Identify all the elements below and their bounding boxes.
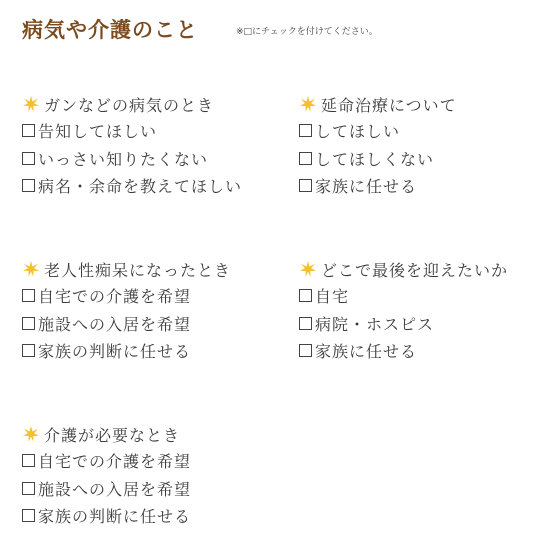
option-place-2[interactable] <box>299 310 508 338</box>
star-icon <box>22 425 40 443</box>
section-heading-text: 老人性痴呆になったとき <box>44 260 232 280</box>
option-label: 自宅での介護を希望 <box>38 287 192 307</box>
checkbox[interactable] <box>22 124 35 137</box>
section-heading-text: 延命治療について <box>321 95 457 115</box>
section-heading-text: どこで最後を迎えたいか <box>321 260 509 280</box>
option-label: してほしい <box>315 122 401 142</box>
option-label: 病院・ホスピス <box>315 314 435 334</box>
option-care-2[interactable] <box>22 475 191 503</box>
option-label: してほしくない <box>315 149 435 169</box>
section-end-of-life-place <box>299 256 508 365</box>
star-icon <box>22 260 40 278</box>
checkbox[interactable] <box>299 317 312 330</box>
option-label: 家族の判断に任せる <box>38 507 192 527</box>
option-dementia-3[interactable] <box>22 337 231 365</box>
checkbox[interactable] <box>299 124 312 137</box>
star-icon <box>299 260 317 278</box>
section-heading <box>299 256 508 282</box>
section-cancer <box>22 91 242 200</box>
option-place-1[interactable] <box>299 282 508 310</box>
option-life-support-3[interactable] <box>299 172 457 200</box>
checkbox[interactable] <box>22 179 35 192</box>
option-label: 自宅 <box>315 287 350 307</box>
instruction-note: ※□にチェックを付けてください。 <box>236 27 378 37</box>
checkbox[interactable] <box>299 289 312 302</box>
checkbox[interactable] <box>22 317 35 330</box>
star-icon <box>299 95 317 113</box>
option-cancer-3[interactable] <box>22 172 242 200</box>
option-label: 家族に任せる <box>315 342 418 362</box>
option-dementia-2[interactable] <box>22 310 231 338</box>
checkbox[interactable] <box>299 344 312 357</box>
checkbox[interactable] <box>299 179 312 192</box>
section-heading <box>299 91 457 117</box>
option-label: 施設への入居を希望 <box>38 314 192 334</box>
checkbox[interactable] <box>22 454 35 467</box>
checkbox[interactable] <box>22 509 35 522</box>
checkbox[interactable] <box>299 152 312 165</box>
section-heading <box>22 256 231 282</box>
section-heading <box>22 91 242 117</box>
option-cancer-2[interactable] <box>22 145 242 173</box>
section-heading-text: ガンなどの病気のとき <box>44 95 215 115</box>
option-place-3[interactable] <box>299 337 508 365</box>
option-life-support-1[interactable] <box>299 117 457 145</box>
page-title: 病気や介護のこと <box>22 18 198 42</box>
option-label: 施設への入居を希望 <box>38 479 192 499</box>
option-label: 家族の判断に任せる <box>38 342 192 362</box>
section-nursing-care <box>22 421 191 530</box>
star-icon <box>22 95 40 113</box>
checkbox[interactable] <box>22 152 35 165</box>
option-label: 自宅での介護を希望 <box>38 452 192 472</box>
checkbox[interactable] <box>22 482 35 495</box>
section-dementia <box>22 256 231 365</box>
option-label: いっさい知りたくない <box>38 149 209 169</box>
option-label: 病名・余命を教えてほしい <box>38 177 243 197</box>
option-care-3[interactable] <box>22 502 191 530</box>
section-heading-text: 介護が必要なとき <box>44 425 181 445</box>
section-heading <box>22 421 191 447</box>
option-care-1[interactable] <box>22 447 191 475</box>
checkbox[interactable] <box>22 344 35 357</box>
section-life-support <box>299 91 457 200</box>
option-label: 家族に任せる <box>315 177 418 197</box>
option-cancer-1[interactable] <box>22 117 242 145</box>
option-dementia-1[interactable] <box>22 282 231 310</box>
option-life-support-2[interactable] <box>299 145 457 173</box>
checkbox[interactable] <box>22 289 35 302</box>
option-label: 告知してほしい <box>38 122 158 142</box>
